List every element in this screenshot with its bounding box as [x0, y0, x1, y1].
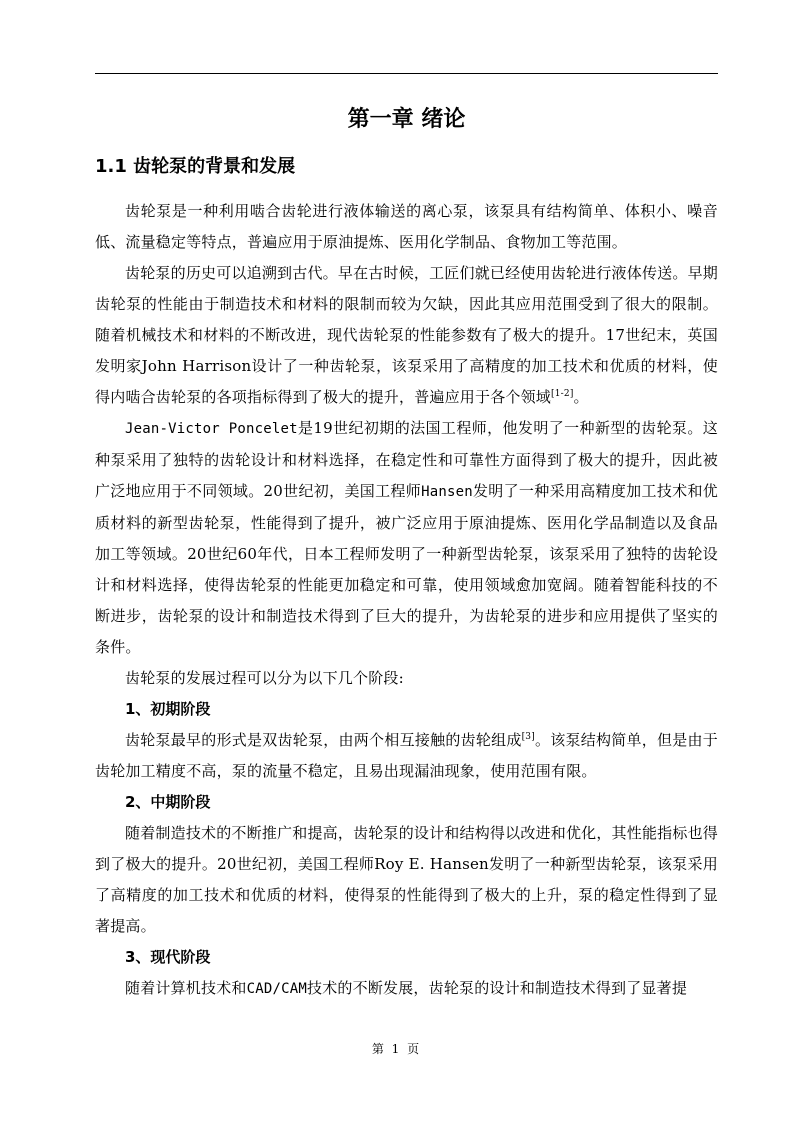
chapter-title: 第一章 绪论	[347, 107, 466, 132]
paragraph-6: 随着制造技术的不断推广和提高，齿轮泵的设计和结构得以改进和优化，其性能指标也得到了极大的提升。20世纪初，美国工程师Roy E. Hansen发明了一种新型齿轮泵，该泵采用了高精度的加工技术和优质的材料，使得泵的性能得到了极大的上升，泵的稳定性得到了显著提高。	[95, 824, 718, 935]
paragraph-7-text-a: 随着计算机技术和	[125, 979, 247, 997]
paragraph-4: 齿轮泵的发展过程可以分为以下几个阶段:	[125, 669, 404, 687]
hansen-name: Hansen	[421, 484, 473, 500]
poncelet-name: Jean-Victor Poncelet	[125, 421, 298, 437]
page-content	[95, 100, 718, 1005]
citation-1-2: [1-2]	[551, 389, 574, 399]
paragraph-2-end: 。	[573, 388, 589, 406]
stage-heading-2: 2、中期阶段	[125, 793, 211, 811]
stage-heading-3: 3、现代阶段	[125, 948, 211, 966]
citation-3: [3]	[521, 732, 535, 742]
paragraph-3-text-a: 是19世纪初期的法国工程师，他发明了一种新型的齿轮泵。这种泵采用了独特的齿轮设计和材料选择，在稳定性和可靠性方面得到了极大的提升，因此被广泛地应用于不同领域。20世纪初，美国工程师	[95, 419, 718, 500]
paragraph-2	[95, 258, 718, 413]
section-title: 1.1 齿轮泵的背景和发展	[95, 156, 296, 177]
page-footer: 第 1 页	[371, 1042, 422, 1056]
cad-cam-term: CAD/CAM	[246, 981, 308, 997]
paragraph-5-end: 。该泵结构简单，但是由于齿轮加工精度不高，泵的流量不稳定，且易出现漏油现象，使用范围有限。	[95, 731, 718, 780]
paragraph-5-text: 齿轮泵最早的形式是双齿轮泵，由两个相互接触的齿轮组成	[125, 731, 522, 749]
stage-heading-1: 1、初期阶段	[125, 700, 211, 718]
header-rule	[95, 73, 718, 74]
paragraph-2-text: 齿轮泵的历史可以追溯到古代。早在古时候，工匠们就已经使用齿轮进行液体传送。早期齿轮泵的性能由于制造技术和材料的限制而较为欠缺，因此其应用范围受到了很大的限制。随着机械技术和材料的不断改进，现代齿轮泵的性能参数有了极大的提升。17世纪末，英国发明家John Harrison设计了一种齿轮泵，该泵采用了高精度的加工技术和优质的材料，使得内啮合齿轮泵的各项指标得到了极大的提升，普遍应用于各个领域	[95, 264, 718, 406]
paragraph-7-text-b: 技术的不断发展，齿轮泵的设计和制造技术得到了显著提	[307, 979, 688, 997]
paragraph-3	[95, 413, 718, 663]
paragraph-3-text-b: 发明了一种采用高精度加工技术和优质材料的新型齿轮泵，性能得到了提升，被广泛应用于原油提炼、医用化学品制造以及食品加工等领域。20世纪60年代，日本工程师发明了一种新型齿轮泵，该泵采用了独特的齿轮设计和材料选择，使得齿轮泵的性能更加稳定和可靠，使用领域愈加宽阔。随着智能科技的不断进步，齿轮泵的设计和制造技术得到了巨大的提升，为齿轮泵的进步和应用提供了坚实的条件。	[95, 482, 718, 656]
paragraph-7	[95, 973, 718, 1005]
paragraph-5	[95, 725, 718, 787]
paragraph-1: 齿轮泵是一种利用啮合齿轮进行液体输送的离心泵，该泵具有结构简单、体积小、噪音低、流量稳定等特点，普遍应用于原油提炼、医用化学制品、食物加工等范围。	[95, 202, 718, 251]
